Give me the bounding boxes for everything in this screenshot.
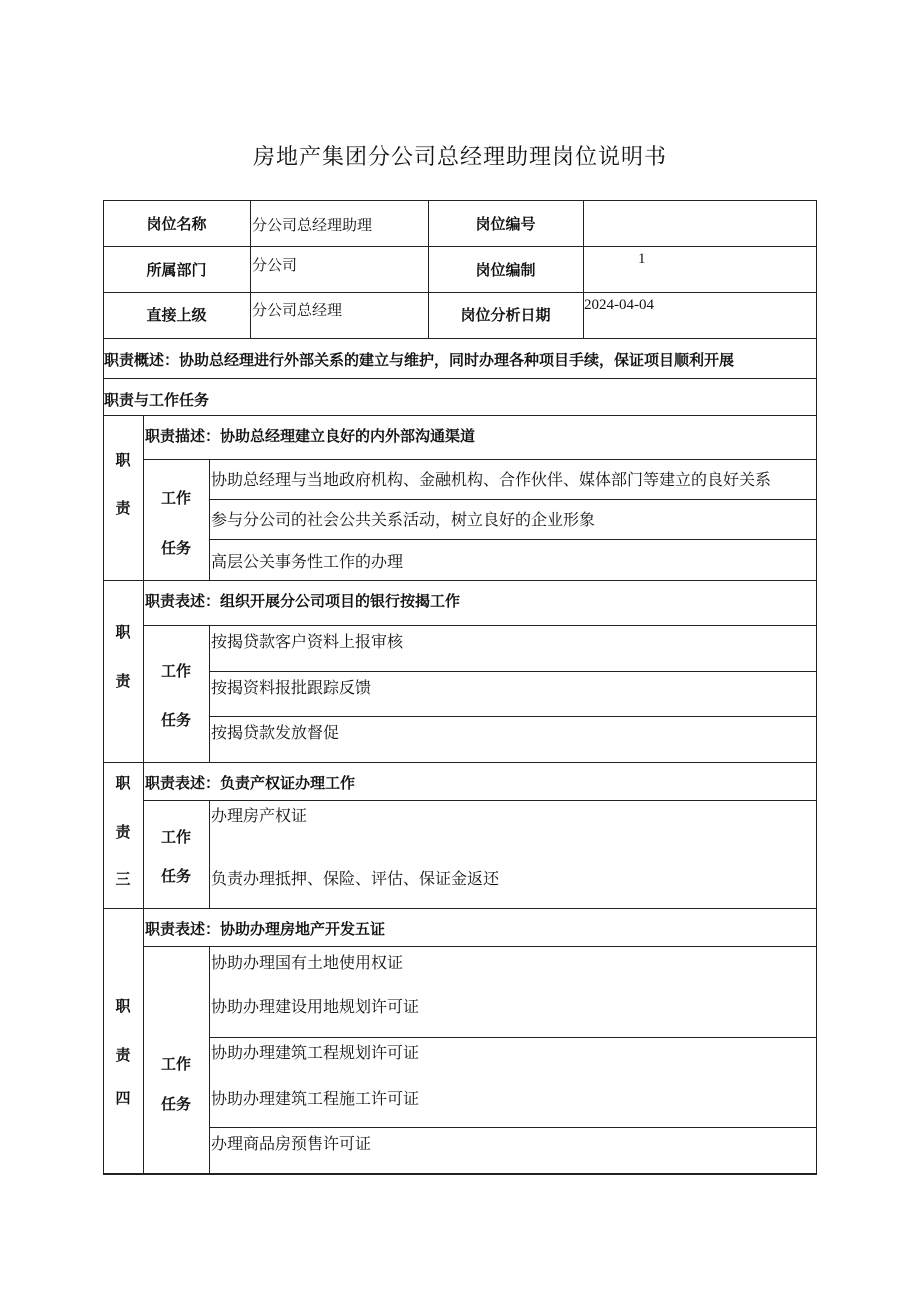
- row-divider: [209, 716, 817, 717]
- row-divider: [209, 1127, 817, 1128]
- col-divider: [583, 200, 584, 338]
- row-divider: [209, 499, 817, 500]
- row-divider: [209, 539, 817, 540]
- headcount-label: 岗位编制: [475, 261, 536, 279]
- duty-side-label: 责: [115, 672, 131, 690]
- task-label: 工作: [160, 828, 191, 846]
- duty-description: 职责表述：组织开展分公司项目的银行按揭工作: [145, 592, 461, 610]
- row-divider: [209, 671, 817, 672]
- task-item: 参与分公司的社会公共关系活动，树立良好的企业形象: [211, 510, 596, 529]
- duty-side-label: 职: [115, 774, 131, 792]
- task-item: 协助办理建筑工程规划许可证: [211, 1043, 420, 1062]
- task-label: 工作: [160, 1055, 191, 1073]
- position-name-label: 岗位名称: [146, 215, 207, 233]
- duty-side-label: 四: [115, 1089, 131, 1107]
- task-item: 协助办理建设用地规划许可证: [211, 997, 420, 1016]
- supervisor-value: 分公司总经理: [252, 301, 343, 319]
- department-value: 分公司: [252, 256, 298, 274]
- task-item: 协助总经理与当地政府机构、金融机构、合作伙伴、媒体部门等建立的良好关系: [211, 470, 772, 489]
- duty-side-label: 职: [115, 451, 131, 469]
- row-divider: [103, 580, 817, 581]
- task-item: 办理商品房预售许可证: [211, 1134, 372, 1153]
- row-divider: [103, 762, 817, 763]
- duty-side-label: 责: [115, 499, 131, 517]
- task-label: 任务: [160, 1095, 191, 1113]
- duty-description: 职责描述：协助总经理建立良好的内外部沟通渠道: [145, 427, 476, 445]
- task-item: 办理房产权证: [211, 806, 308, 825]
- task-item: 负责办理抵押、保险、评估、保证金返还: [211, 869, 500, 888]
- analysis-date-label: 岗位分析日期: [460, 306, 551, 324]
- analysis-date-value: 2024-04-04: [584, 297, 654, 313]
- task-label: 任务: [160, 867, 191, 885]
- position-name-value: 分公司总经理助理: [252, 216, 373, 234]
- row-divider: [143, 800, 817, 801]
- col-divider: [209, 625, 210, 762]
- document-title: 房地产集团分公司总经理助理岗位说明书: [252, 145, 667, 170]
- duty-description: 职责表述：负责产权证办理工作: [145, 774, 356, 792]
- position-code-label: 岗位编号: [475, 215, 536, 233]
- row-divider: [103, 246, 817, 247]
- duty-summary: 职责概述：协助总经理进行外部关系的建立与维护，同时办理各种项目手续，保证项目顺利开展: [104, 351, 735, 369]
- row-divider: [103, 292, 817, 293]
- col-divider: [209, 459, 210, 580]
- task-item: 协助办理建筑工程施工许可证: [211, 1089, 420, 1108]
- row-divider: [143, 625, 817, 626]
- row-divider: [143, 459, 817, 460]
- duty-side-label: 责: [115, 1046, 131, 1064]
- duty-side-label: 职: [115, 997, 131, 1015]
- row-divider: [143, 946, 817, 947]
- task-label: 任务: [160, 539, 191, 557]
- task-label: 任务: [160, 711, 191, 729]
- col-divider: [209, 946, 210, 1174]
- duty-side-label: 三: [115, 870, 131, 888]
- task-label: 工作: [160, 489, 191, 507]
- headcount-value: 1: [638, 251, 646, 267]
- row-divider: [103, 1174, 817, 1175]
- row-divider: [103, 378, 817, 379]
- col-divider: [209, 800, 210, 908]
- task-item: 协助办理国有土地使用权证: [211, 953, 404, 972]
- department-label: 所属部门: [146, 261, 207, 279]
- col-divider: [143, 908, 144, 1174]
- duties-heading: 职责与工作任务: [104, 391, 210, 409]
- task-item: 按揭贷款发放督促: [211, 723, 340, 742]
- row-divider: [103, 908, 817, 909]
- row-divider: [103, 338, 817, 339]
- supervisor-label: 直接上级: [146, 306, 207, 324]
- row-divider: [103, 415, 817, 416]
- task-item: 按揭资料报批跟踪反馈: [211, 678, 372, 697]
- col-divider: [250, 200, 251, 338]
- task-item: 按揭贷款客户资料上报审核: [211, 632, 404, 651]
- row-divider: [209, 1037, 817, 1038]
- task-label: 工作: [160, 662, 191, 680]
- duty-side-label: 责: [115, 823, 131, 841]
- task-item: 高层公关事务性工作的办理: [211, 552, 404, 571]
- duty-side-label: 职: [115, 623, 131, 641]
- duty-description: 职责表述：协助办理房地产开发五证: [145, 920, 386, 938]
